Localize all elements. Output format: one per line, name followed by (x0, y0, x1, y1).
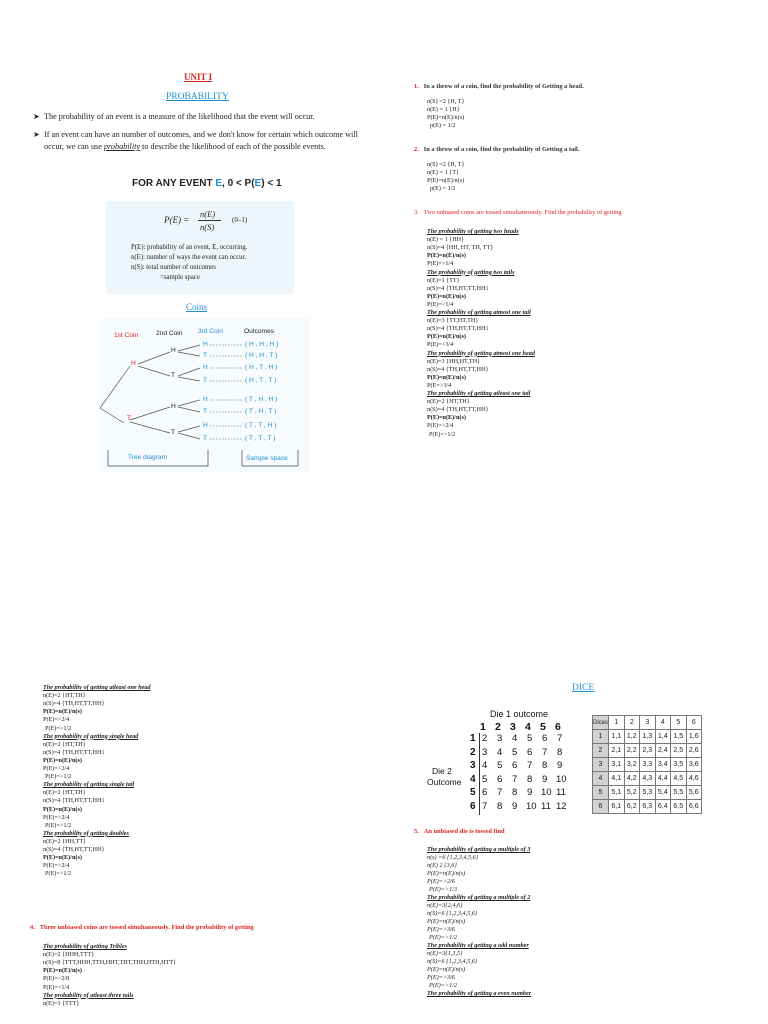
block-line: P(E)=>2/4 (427, 422, 454, 430)
pairs-cell: 1,6 (686, 730, 702, 744)
grid-sum-cell: 5 (482, 773, 488, 785)
outcome-6: ( T , H , T ) (245, 408, 277, 415)
grid-sum-cell: 6 (527, 746, 533, 758)
grid-sum-cell: 3 (497, 733, 503, 744)
pairs-cell: 3,6 (686, 758, 702, 772)
block-line: n(E)=2 {HT,TH} (43, 692, 86, 700)
pairs-header-row (593, 716, 702, 730)
grid-sum-cell: 10 (526, 800, 537, 812)
tree-diagram-label: Tree diagram (128, 454, 167, 461)
block-heading: The probability of getting two heads (427, 228, 519, 235)
block-line: n(E)=3 {TT,HT,TH} (427, 317, 479, 325)
block-line: P(E)=n(E)/n(s) (43, 854, 82, 862)
grid-sum-cell: 9 (527, 787, 533, 798)
question-3-number: 3. (414, 209, 419, 216)
leaf-2: T (203, 352, 208, 359)
die2-row-header: 1 (470, 733, 476, 744)
pairs-cell: 2,1 (609, 744, 625, 758)
grid-sum-cell: 6 (512, 760, 518, 771)
block-heading: The probability of getting two tails (427, 268, 515, 276)
pairs-cell: 1,3 (640, 730, 656, 744)
pairs-row-header: 4 (593, 772, 609, 786)
block-line: P(E)=n(E)/n(s) (427, 918, 466, 925)
table-row (593, 772, 702, 786)
outcome-5: ( T , H , H ) (245, 396, 278, 403)
node-hh: H (171, 347, 176, 354)
pairs-cell: 4,1 (609, 772, 625, 786)
formula-heading-mid: , 0 < P( (222, 178, 255, 189)
die1-col-header: 1 (480, 721, 486, 733)
outcome-1: ( H , H , H ) (245, 341, 279, 348)
grid-sum-cell: 8 (557, 746, 563, 758)
formula-box (106, 201, 294, 294)
block-line: P(E)=n(E)/n(s) (43, 756, 82, 764)
pairs-cell: 3,2 (624, 758, 640, 772)
grid-sum-cell: 7 (512, 773, 518, 785)
coins-label: Coins (186, 302, 208, 312)
block-line: n(s) =6 {1,2,3,4,5,6} (427, 854, 479, 861)
pairs-cell: 6,6 (686, 800, 702, 814)
block-line: n(S)=4 {TH,HT,TT,HH} (43, 797, 105, 805)
block-line: P(E)=>1/2 (45, 821, 72, 829)
pairs-cell: 4,5 (671, 772, 687, 786)
block-line: n(E)=2 {HHH,TTT} (43, 951, 95, 959)
node-tt: T (171, 429, 176, 436)
grid-sum-cell: 6 (497, 773, 503, 785)
question-5-text: An unbiased die is tossed find (423, 828, 505, 835)
block-heading: The probability of getting atleast one head (43, 684, 151, 691)
die2-row-header: 5 (470, 787, 476, 798)
block-line: P(E)=>3/6 (427, 926, 455, 933)
grid-sum-cell: 8 (512, 787, 518, 798)
leaf-7: H (203, 422, 208, 429)
block-line: n(S)=8 {TTT,HHH,TTH,HHT,THT,THH,HTH,HTT} (43, 959, 177, 967)
p3-blocks (43, 684, 343, 914)
tree-diagram (100, 318, 310, 473)
grid-sum-cell: 7 (542, 746, 548, 758)
block-line: P(E)=>3/4 (427, 341, 454, 349)
grid-sum-cell: 11 (541, 800, 551, 812)
q1-line: n(S) =2 {H, T} (427, 98, 465, 105)
pairs-col-header: 3 (640, 716, 656, 730)
block-line: P(E)=>1/4 (427, 300, 454, 308)
pairs-cell: 6,5 (671, 800, 687, 814)
block-line: P(E)=n(E)/n(s) (427, 870, 466, 877)
block-line: P(E)=n(E)/n(s) (427, 333, 466, 341)
pairs-cell: 4,4 (655, 772, 671, 786)
grid-sum-cell: 4 (482, 760, 488, 771)
block-line: P(E)=>2/4 (43, 765, 70, 772)
block-heading: The probability of getting single head (43, 732, 139, 740)
pairs-cell: 5,1 (609, 786, 625, 800)
formula-heading-e: E (215, 178, 223, 189)
die1-outcome-label: Die 1 outcome (490, 709, 549, 719)
block-line: n(E)=2 {HT,TH} (43, 740, 86, 748)
question-1 (414, 83, 584, 90)
grid-sum-cell: 9 (542, 773, 548, 785)
grid-sum-cell: 9 (512, 800, 518, 812)
page-4 (384, 512, 768, 1024)
question-3 (414, 209, 622, 216)
block-line: P(E)=n(E)/n(s) (43, 805, 82, 813)
block-line: P(E)=>2/8 (43, 975, 70, 983)
pairs-cell: 4,2 (624, 772, 640, 786)
table-row (593, 730, 702, 744)
formula-heading-post: ) < 1 (261, 178, 282, 189)
formula-range: (0–1) (232, 216, 248, 224)
grid-sum-cell: 12 (556, 800, 567, 812)
die1-col-header: 4 (525, 721, 531, 733)
block-line: n(S)=4 {TH,HT,TT,HH} (43, 700, 105, 708)
pairs-row-header: 3 (593, 758, 609, 772)
block-line: n(S)=6 {1,2,3,4,5,6} (427, 910, 478, 917)
grid-sum-cell: 8 (497, 800, 503, 812)
grid-sum-cell: 4 (497, 746, 503, 758)
table-row (593, 758, 702, 772)
block-line: P(E)=>1/2 (429, 982, 457, 989)
node-th: H (171, 403, 176, 410)
grid-sum-cell: 5 (497, 760, 503, 771)
col-headers (480, 721, 590, 733)
block-line: P(E)=>1/2 (45, 773, 72, 781)
block-line: n(S)=4 {HH, HT, TH, TT} (427, 244, 494, 252)
block-line: n(S)=4 {TH,HT,TT,HH} (43, 846, 105, 853)
sample-space-label: Sample space (246, 455, 288, 462)
question-4-number: 4. (30, 924, 35, 931)
grid-sum-cell: 9 (557, 760, 563, 771)
block-line: P(E)=>1/4 (427, 260, 454, 268)
block-line: P(E)=>1/2 (429, 934, 457, 941)
block-line: P(E)=>1/2 (45, 724, 72, 732)
q5-blocks (427, 846, 727, 1024)
pairs-cell: 5,5 (671, 786, 687, 800)
block-line: n(E)=1 {TT} (427, 276, 460, 284)
block-line: n(S)=4 {TH,HT,TT,HH} (427, 284, 489, 292)
q2-line: n(E) = 1 {T} (427, 169, 459, 176)
block-line: n(E)=3{1,3,5} (427, 950, 463, 957)
die1-col-header: 3 (510, 721, 516, 733)
block-line: P(E)=>1/3 (429, 886, 457, 893)
formula-heading-pre: FOR ANY EVENT (132, 178, 216, 189)
grid-sum-cell: 10 (541, 787, 552, 798)
dice-pairs-table (592, 715, 702, 814)
block-line: P(E)=>2/4 (43, 862, 70, 870)
pairs-cell: 1,1 (609, 730, 625, 744)
block-heading: The probability of atleast three tails (43, 991, 134, 999)
block-line: P(E)=n(E)/n(s) (427, 966, 466, 973)
grid-sum-cell: 8 (527, 773, 533, 785)
formula-heading (132, 178, 282, 189)
q1-line: P(E)=n(E)/n(s) (427, 114, 465, 121)
question-3-text: Two unbiased coins are tossed simultaneously. Find the probability of getting (423, 209, 622, 216)
block-heading: The probability of getting atmost one head (427, 349, 535, 357)
block-line: n(E)=2 {HT,TH} (43, 789, 86, 797)
grid-sum-cell: 5 (512, 746, 518, 758)
question-4 (30, 924, 254, 931)
unit-title: UNIT I (184, 72, 213, 82)
q1-line: n(E) = 1 {H} (427, 106, 460, 113)
def-ns: n(S): total number of outcomes (131, 264, 216, 271)
leaf-4: T (203, 377, 208, 384)
die1-col-header: 5 (540, 721, 546, 733)
bullet-2-text-end: to describe the likelihood of each of the possible events. (140, 142, 326, 151)
pairs-row-header: 2 (593, 744, 609, 758)
pairs-cell: 6,4 (655, 800, 671, 814)
question-5 (414, 828, 505, 835)
formula-denominator: n(S) (200, 222, 215, 232)
pairs-cell: 1,2 (624, 730, 640, 744)
die2-outcome-label: Outcome (427, 777, 462, 787)
q3-blocks (427, 228, 727, 478)
pairs-cell: 5,2 (624, 786, 640, 800)
block-line: P(E)=>2/6 (427, 878, 455, 885)
grid-sum-cell: 11 (556, 787, 566, 798)
page-title: PROBABILITY (166, 92, 229, 102)
outcome-4: ( H , T , T ) (245, 377, 277, 384)
grid-sum-cell: 7 (497, 787, 503, 798)
pairs-cell: 5,6 (686, 786, 702, 800)
pairs-cell: 6,1 (609, 800, 625, 814)
question-1-number: 1. (414, 83, 419, 90)
pairs-cell: 2,3 (640, 744, 656, 758)
block-line: n(S)=4 {TH,HT,TT,HH} (427, 406, 489, 414)
block-line: n(E) 2 {3,6} (427, 862, 457, 869)
grid-sum-cell: 7 (482, 800, 488, 812)
formula-lhs: P(E) = (164, 215, 190, 225)
page-3 (0, 512, 384, 1024)
node-h: H (131, 360, 136, 367)
dice-sum-grid (424, 709, 594, 819)
page-2 (384, 0, 768, 512)
pairs-cell: 2,2 (624, 744, 640, 758)
page-1 (0, 0, 384, 512)
question-1-text: In a throw of a coin, find the probability of Getting a head. (423, 83, 584, 90)
leaf-1: H (203, 341, 208, 348)
block-heading: The probability of getting Tribles (43, 943, 127, 950)
table-row (593, 786, 702, 800)
leaf-5: H (203, 396, 208, 403)
block-line: n(E)=3{2,4,6} (427, 902, 463, 909)
fraction-bar (198, 220, 221, 221)
block-line: P(E)=>2/4 (43, 716, 70, 724)
pairs-cell: 5,4 (655, 786, 671, 800)
block-line: P(E)=n(E)/n(s) (427, 373, 466, 381)
q4-blocks (43, 943, 343, 1023)
probability-link[interactable]: probability (103, 142, 141, 151)
pairs-cell: 3,1 (609, 758, 625, 772)
arrow-bullet-icon: ➤ (33, 112, 40, 121)
pairs-table-body (593, 716, 702, 814)
block-line: n(S)=4 {TH,HT,TT,HH} (427, 325, 489, 333)
formula-heading-e2: E (254, 178, 262, 189)
pairs-cell: 5,3 (640, 786, 656, 800)
block-line: n(S)=6 {1,2,3,4,5,6} (427, 958, 478, 965)
block-line: n(E)=2 {HT,TH} (427, 398, 470, 406)
grid-sum-cell: 6 (542, 733, 548, 744)
question-5-number: 5. (414, 828, 419, 835)
formula-numerator: n(E) (200, 209, 216, 219)
grid-sum-cell: 10 (556, 773, 567, 785)
die2-row-header: 6 (470, 800, 476, 812)
pairs-cell: 2,5 (671, 744, 687, 758)
coin1-label: 1st Coin (114, 332, 139, 339)
grid-sum-cell: 4 (512, 733, 518, 744)
block-heading: The probability of getting doubles (43, 829, 129, 837)
pairs-cell: 4,6 (686, 772, 702, 786)
leaf-6: T (203, 408, 208, 415)
pairs-col-header: 1 (609, 716, 625, 730)
block-line: P(E)=n(E)/n(s) (427, 252, 466, 260)
coin2-label: 2nd Coin (156, 330, 183, 337)
grid-rows (468, 733, 588, 817)
block-line: n(E) = 1 {HH} (427, 236, 465, 244)
def-pe: P(E): probability of an event, E, occurring. (131, 244, 248, 251)
q2-line: p(E) = 1/2 (430, 185, 456, 192)
bullet-2-text: If an event can have an number of outcomes, and we don't know for certain which outcome will occur, we can use (44, 130, 358, 151)
grid-sum-cell: 8 (542, 760, 548, 771)
block-heading: The probability of getting a even number (427, 990, 532, 997)
die1-col-header: 2 (495, 721, 501, 733)
question-4-text: Three unbiased coins are tossed simultaneously. Find the probability of getting (39, 924, 254, 931)
grid-sum-cell: 5 (527, 733, 533, 744)
dice-title: DICE (572, 683, 595, 693)
pairs-cell: 6,2 (624, 800, 640, 814)
block-line: n(E)=1 {TTT} (43, 999, 80, 1007)
die2-row-header: 4 (470, 773, 476, 785)
grid-sum-cell: 6 (482, 787, 488, 798)
node-t: T (127, 415, 132, 422)
pairs-col-header: 2 (624, 716, 640, 730)
block-line: P(E)=>2/4 (43, 813, 70, 821)
coin3-label: 3rd Coin (198, 328, 223, 335)
pairs-row-header: 6 (593, 800, 609, 814)
leaf-8: T (203, 435, 208, 442)
table-row (593, 800, 702, 814)
die1-col-header: 6 (555, 721, 561, 733)
q1-line: p(E) = 1/2 (430, 122, 456, 129)
pairs-corner-cell: Dices (593, 716, 609, 730)
block-line: P(E)=n(E)/n(s) (427, 414, 466, 422)
block-heading: The probability of getting atleast one tail (427, 390, 531, 397)
q2-line: n(S) =2 {H, T} (427, 161, 465, 168)
pairs-cell: 4,3 (640, 772, 656, 786)
block-line: n(E)=3 {HH,HT,TH} (427, 357, 481, 365)
block-line: P(E)=n(E)/n(s) (43, 967, 82, 975)
outcome-8: ( T , T , T ) (245, 435, 276, 442)
die2-label: Die 2 (432, 766, 452, 776)
block-line: n(E)=2 {HH,TT} (43, 837, 87, 845)
outcome-7: ( T , T , H ) (245, 422, 277, 429)
question-2-text: In a throw of a coin, find the probability of Getting a tail. (423, 146, 580, 153)
question-2 (414, 146, 579, 153)
pairs-col-header: 6 (686, 716, 702, 730)
pairs-cell: 1,5 (671, 730, 687, 744)
pairs-cell: 1,4 (655, 730, 671, 744)
pairs-col-header: 4 (655, 716, 671, 730)
bullet-1-text: The probability of an event is a measure of the likelihood that the event will occur. (44, 112, 315, 121)
block-line: n(S)=4 {TH,HT,TT,HH} (43, 748, 105, 756)
pairs-cell: 3,5 (671, 758, 687, 772)
table-row (593, 744, 702, 758)
block-heading: The probability of getting atmost one tail (427, 309, 531, 316)
outcome-3: ( H , T , H ) (245, 364, 278, 371)
grid-sum-cell: 2 (482, 733, 488, 744)
def-sample-space: =sample space (160, 274, 200, 281)
pairs-cell: 2,4 (655, 744, 671, 758)
outcome-2: ( H , H , T ) (245, 352, 278, 359)
grid-sum-cell: 7 (527, 760, 533, 771)
block-heading: The probability of getting a odd number (427, 942, 529, 949)
block-heading: The probability of getting a multiple of 3 (427, 846, 531, 853)
grid-sum-cell: 3 (482, 746, 488, 758)
die2-row-header: 2 (470, 746, 476, 758)
pairs-row-header: 1 (593, 730, 609, 744)
block-line: P(E)=n(E)/n(s) (427, 292, 466, 300)
node-ht: T (171, 372, 176, 379)
pairs-col-header: 5 (671, 716, 687, 730)
block-line: P(E)=>1/4 (43, 983, 70, 991)
block-heading: The probability of getting a multiple of 2 (427, 894, 531, 901)
bullet-1 (33, 111, 364, 123)
def-ne: n(E): number of ways the event can occur. (131, 254, 247, 261)
block-line: P(E)=>3/6 (427, 974, 455, 981)
pairs-cell: 2,6 (686, 744, 702, 758)
block-line: P(E)=>1/2 (45, 870, 72, 878)
grid-sum-cell: 7 (557, 733, 563, 744)
pairs-cell: 6,3 (640, 800, 656, 814)
bullet-2 (33, 129, 366, 153)
outcomes-label: Outcomes (244, 328, 275, 335)
pairs-row-header: 5 (593, 786, 609, 800)
question-2-number: 2. (414, 146, 419, 153)
block-heading: The probability of getting single tail (43, 781, 135, 789)
leaf-3: H (203, 364, 208, 371)
block-line: n(S)=4 {TH,HT,TT,HH} (427, 365, 489, 373)
pairs-cell: 3,4 (655, 758, 671, 772)
grid-divider (479, 733, 480, 815)
block-line: P(E)=>1/2 (429, 430, 456, 438)
block-line: P(E=>3/4 (427, 381, 452, 389)
pairs-cell: 3,3 (640, 758, 656, 772)
block-line: P(E)=n(E)/n(s) (43, 708, 82, 716)
die2-row-header: 3 (470, 760, 476, 771)
arrow-bullet-icon: ➤ (33, 130, 40, 139)
q2-line: P(E)=n(E)/n(s) (427, 177, 465, 184)
